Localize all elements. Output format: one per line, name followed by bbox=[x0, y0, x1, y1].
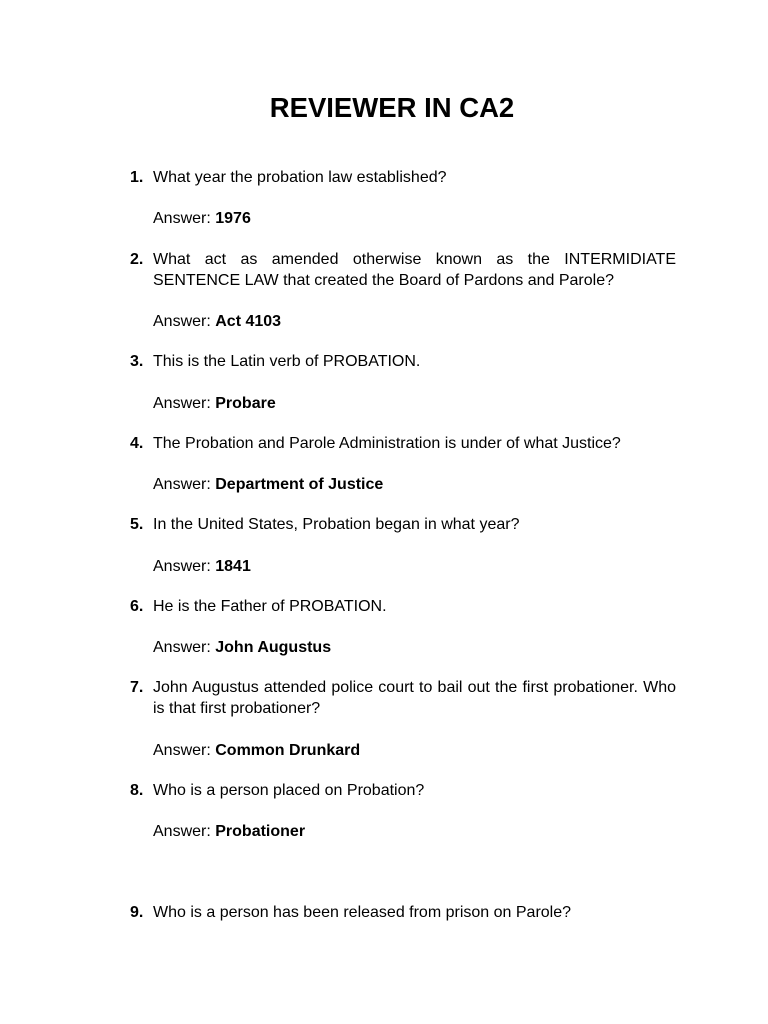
question-number: 9. bbox=[130, 903, 144, 921]
question-number: 7. bbox=[130, 679, 144, 697]
question-item bbox=[130, 351, 676, 372]
question-text: Who is a person has been released from prison on Parole? bbox=[153, 903, 572, 921]
question-item bbox=[130, 780, 676, 801]
answer-value: Department of Justice bbox=[215, 476, 384, 494]
answer-value: 1976 bbox=[215, 210, 251, 228]
question-item bbox=[130, 902, 676, 923]
answer-label: Answer: bbox=[153, 312, 211, 330]
question-number: 8. bbox=[130, 782, 144, 800]
question-item bbox=[130, 249, 676, 291]
question-item bbox=[130, 167, 676, 188]
question-number: 1. bbox=[130, 169, 144, 186]
question-item bbox=[130, 514, 676, 535]
answer-label: Answer: bbox=[153, 741, 211, 759]
page-title: REVIEWER IN CA2 bbox=[269, 92, 515, 123]
question-text: This is the Latin verb of PROBATION. bbox=[153, 353, 421, 371]
answer-line bbox=[153, 311, 676, 332]
answer-label: Answer: bbox=[153, 476, 211, 494]
answer-line bbox=[153, 208, 676, 229]
answer-line bbox=[153, 474, 676, 495]
question-text: John Augustus attended police court to bail out the first probationer. Who is that first probationer? bbox=[153, 679, 676, 718]
question-text: Who is a person placed on Probation? bbox=[153, 782, 425, 800]
answer-line bbox=[153, 393, 676, 414]
question-number: 2. bbox=[130, 250, 144, 268]
question-text: What act as amended otherwise known as the INTERMIDIATE SENTENCE LAW that created the Board of Pardons and Parole? bbox=[153, 250, 676, 289]
question-item bbox=[130, 596, 676, 617]
answer-line bbox=[153, 637, 676, 658]
paragraph-spacer bbox=[130, 862, 676, 902]
answer-value: 1841 bbox=[215, 557, 251, 575]
question-list bbox=[130, 167, 676, 943]
question-item bbox=[130, 677, 676, 719]
question-item bbox=[130, 433, 676, 454]
question-text: In the United States, Probation began in what year? bbox=[153, 516, 520, 534]
question-text: He is the Father of PROBATION. bbox=[153, 597, 387, 615]
answer-line bbox=[153, 740, 676, 761]
question-number: 3. bbox=[130, 353, 144, 371]
question-number: 6. bbox=[130, 597, 144, 615]
answer-line bbox=[153, 556, 676, 577]
answer-value: Probare bbox=[215, 394, 276, 412]
question-number: 5. bbox=[130, 516, 144, 534]
question-text: The Probation and Parole Administration is under of what Justice? bbox=[153, 434, 621, 452]
answer-line bbox=[153, 821, 676, 842]
answer-value: Act 4103 bbox=[215, 312, 282, 330]
answer-value: Common Drunkard bbox=[215, 741, 361, 759]
answer-label: Answer: bbox=[153, 823, 211, 841]
answer-label: Answer: bbox=[153, 557, 211, 575]
answer-label: Answer: bbox=[153, 210, 211, 228]
question-text: What year the probation law established? bbox=[153, 169, 447, 186]
answer-label: Answer: bbox=[153, 394, 211, 412]
answer-value: John Augustus bbox=[215, 639, 332, 657]
question-number: 4. bbox=[130, 434, 144, 452]
answer-value: Probationer bbox=[215, 823, 306, 841]
answer-label: Answer: bbox=[153, 639, 211, 657]
